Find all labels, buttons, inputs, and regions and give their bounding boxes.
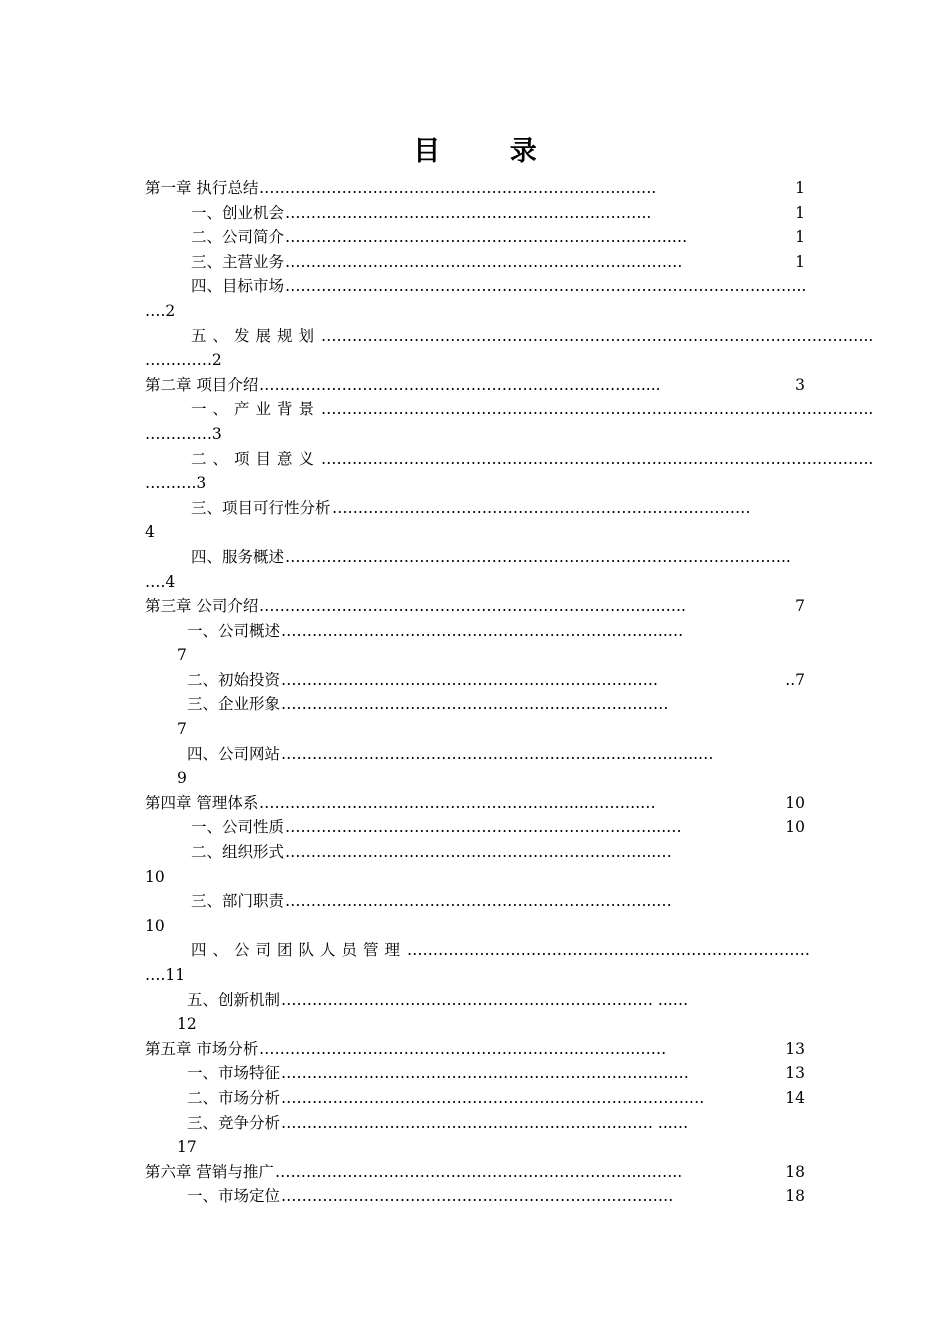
toc-entry-leader: …………………………………………………………………………………………….. [321, 326, 874, 345]
toc-entry-leader: ……………………………………………………………...… [285, 892, 672, 911]
toc-entry-label: 第六章 营销与推广 [145, 1160, 275, 1185]
toc-entry-page: 13 [784, 1061, 805, 1086]
toc-entry-leader: ………………………………………………………….……..... [259, 375, 661, 394]
toc-entry-page-continuation: ………….3 [145, 424, 222, 443]
toc-entry-label: 四、目标市场 [191, 274, 285, 299]
toc-entry-page-continuation: ………….2 [145, 351, 222, 370]
toc-entry-leader: ………………………………………………………….………. [285, 252, 683, 271]
toc-entry-page-continuation: ….4 [145, 572, 176, 591]
toc-entry[interactable] [145, 545, 805, 570]
toc-entry-page-continuation: 12 [177, 1015, 197, 1034]
toc-entry[interactable] [145, 397, 874, 422]
toc-entry-page-continuation: 9 [177, 769, 187, 788]
toc-entry-leader: …………………………………………………………………………………………….. [321, 400, 874, 419]
page-title: 目 录 [413, 136, 567, 167]
toc-entry[interactable] [145, 889, 805, 914]
toc-entry-page-continuation: ….11 [145, 966, 186, 984]
toc-entry[interactable] [145, 742, 805, 767]
toc-entry-leader: ……………………………………………………....……….… [259, 793, 656, 812]
toc-entry-page: 7 [794, 594, 805, 619]
toc-entry[interactable] [145, 938, 810, 963]
toc-entry-label: 一、公司性质 [191, 815, 285, 840]
toc-entry-page: 3 [794, 373, 805, 398]
toc-entry-label: 一、公司概述 [187, 619, 281, 644]
toc-entry-label: 一、产业背景 [191, 397, 321, 422]
toc-entry[interactable] [145, 373, 805, 398]
toc-entry-page: 1 [794, 201, 805, 226]
toc-entry-label: 三、项目可行性分析 [191, 496, 332, 521]
toc-entry[interactable] [145, 447, 874, 472]
toc-entry-label: 一、市场定位 [187, 1184, 281, 1209]
toc-entry-page: 1 [794, 176, 805, 201]
toc-entry-label: 四、服务概述 [191, 545, 285, 570]
toc-entry-label: 二、组织形式 [191, 840, 285, 865]
toc-entry-label: 一、市场特征 [187, 1061, 281, 1086]
toc-entry-leader: ……………………………………………………………… ...… [281, 990, 689, 1009]
toc-entry-label: 第三章 公司介绍 [145, 594, 259, 619]
toc-entry-leader: …………………………………………………………….……. [259, 179, 657, 197]
toc-entry[interactable] [145, 250, 805, 275]
toc-entry-leader: ……………………………………………………………………… [332, 498, 751, 517]
toc-entry-page: 10 [784, 791, 805, 816]
toc-entry[interactable] [145, 594, 805, 619]
toc-entry-page-continuation: ……….3 [145, 474, 207, 493]
toc-entry[interactable] [145, 1184, 805, 1209]
toc-entry-label: 四、公司网站 [187, 742, 281, 767]
toc-entry[interactable] [145, 1086, 805, 1111]
toc-entry-label: 二、市场分析 [187, 1086, 281, 1111]
toc-entry-page: 18 [784, 1184, 805, 1209]
toc-entry-leader: …………………………………………………………………….… [281, 1088, 705, 1107]
toc-entry[interactable] [145, 201, 805, 226]
toc-entry-label: 五、发展规划 [191, 324, 321, 349]
toc-entry[interactable] [145, 1037, 805, 1062]
toc-entry[interactable] [145, 1061, 805, 1086]
toc-entry-leader: ……………………………………………………..………..…… [259, 1039, 667, 1058]
toc-entry-leader: ……………………………………………………………………………………….. [285, 277, 807, 296]
table-of-contents [145, 176, 874, 1209]
toc-entry-leader: …………………………………………………………………………………….. [285, 547, 791, 566]
toc-entry-leader: ……………………………………………………………..…….. [275, 1162, 683, 1181]
toc-entry-page: 1 [794, 225, 805, 250]
toc-entry-label: 三、主营业务 [191, 250, 285, 275]
toc-entry-page: 14 [784, 1086, 805, 1111]
toc-entry-leader: ………………………………………………………………….… [281, 1064, 689, 1083]
toc-entry-leader: ………………………………………………………………… [281, 695, 669, 714]
toc-entry-label: 第二章 项目介绍 [145, 373, 259, 398]
toc-entry[interactable] [145, 692, 805, 717]
toc-entry-leader: ……………………………………………………………… ...… [281, 1113, 689, 1132]
toc-entry[interactable] [145, 815, 805, 840]
toc-entry-page-continuation: ….2 [145, 301, 176, 320]
toc-entry-label: 三、竞争分析 [187, 1111, 281, 1136]
toc-entry-leader: ……………………………………………………….………..… [281, 621, 684, 640]
toc-entry[interactable] [145, 1111, 805, 1136]
toc-entry[interactable] [145, 1160, 805, 1185]
toc-entry-page-continuation: 7 [177, 720, 187, 739]
toc-entry[interactable] [145, 988, 805, 1013]
toc-entry[interactable] [145, 496, 805, 521]
toc-entry-label: 二、公司简介 [191, 225, 285, 250]
toc-entry-label: 一、创业机会 [191, 201, 285, 226]
toc-entry-leader: ………………………………………………………………. [281, 670, 658, 689]
toc-entry-leader: ……………………………………………………….………… [281, 1187, 674, 1206]
toc-entry-leader: ……………………………………………………..………...… [285, 818, 682, 837]
toc-entry-page: 10 [784, 815, 805, 840]
toc-entry-label: 四、公司团队人员管理 [191, 938, 407, 963]
toc-entry-label: 二、项目意义 [191, 447, 321, 472]
toc-entry-leader: ……………………………………………………....……………..… [281, 744, 714, 763]
toc-entry-page: 13 [784, 1037, 805, 1062]
toc-entry-page-continuation: 10 [145, 867, 165, 886]
toc-entry[interactable] [145, 791, 805, 816]
toc-entry-label: 第五章 市场分析 [145, 1037, 259, 1062]
toc-entry-leader: ……………………………………………………….……..…...….. [259, 597, 686, 616]
toc-entry[interactable] [145, 840, 805, 865]
toc-entry-page-continuation: 4 [145, 523, 155, 542]
toc-entry-leader: …………………………………………………………………………………………….. [321, 449, 874, 468]
toc-entry-page-continuation: 17 [177, 1138, 197, 1157]
toc-entry-label: 第一章 执行总结 [145, 176, 259, 201]
toc-entry-page: 18 [784, 1160, 805, 1185]
toc-entry-label: 第四章 管理体系 [145, 791, 259, 816]
toc-entry-label: 五、创新机制 [187, 988, 281, 1013]
toc-entry-leader: ……………………………………………………………...… [285, 843, 672, 862]
toc-entry-page: ..7 [784, 668, 805, 693]
toc-entry-page: 1 [794, 250, 805, 275]
toc-entry-page-continuation: 7 [177, 646, 187, 665]
toc-entry[interactable] [145, 668, 805, 693]
toc-entry[interactable] [145, 274, 805, 299]
toc-entry-label: 三、部门职责 [191, 889, 285, 914]
toc-entry-label: 三、企业形象 [187, 692, 281, 717]
toc-entry[interactable] [145, 176, 805, 201]
toc-entry-leader: ………………………………………………………….……..… [285, 228, 688, 247]
toc-entry-page-continuation: 10 [145, 916, 165, 935]
toc-entry-leader: …………………………………………………………….. [285, 203, 652, 222]
toc-entry[interactable] [145, 619, 805, 644]
toc-entry-label: 二、初始投资 [187, 668, 281, 693]
toc-entry[interactable] [145, 324, 874, 349]
toc-entry-leader: …………………………………………………………………… [407, 941, 810, 960]
toc-entry[interactable] [145, 225, 805, 250]
